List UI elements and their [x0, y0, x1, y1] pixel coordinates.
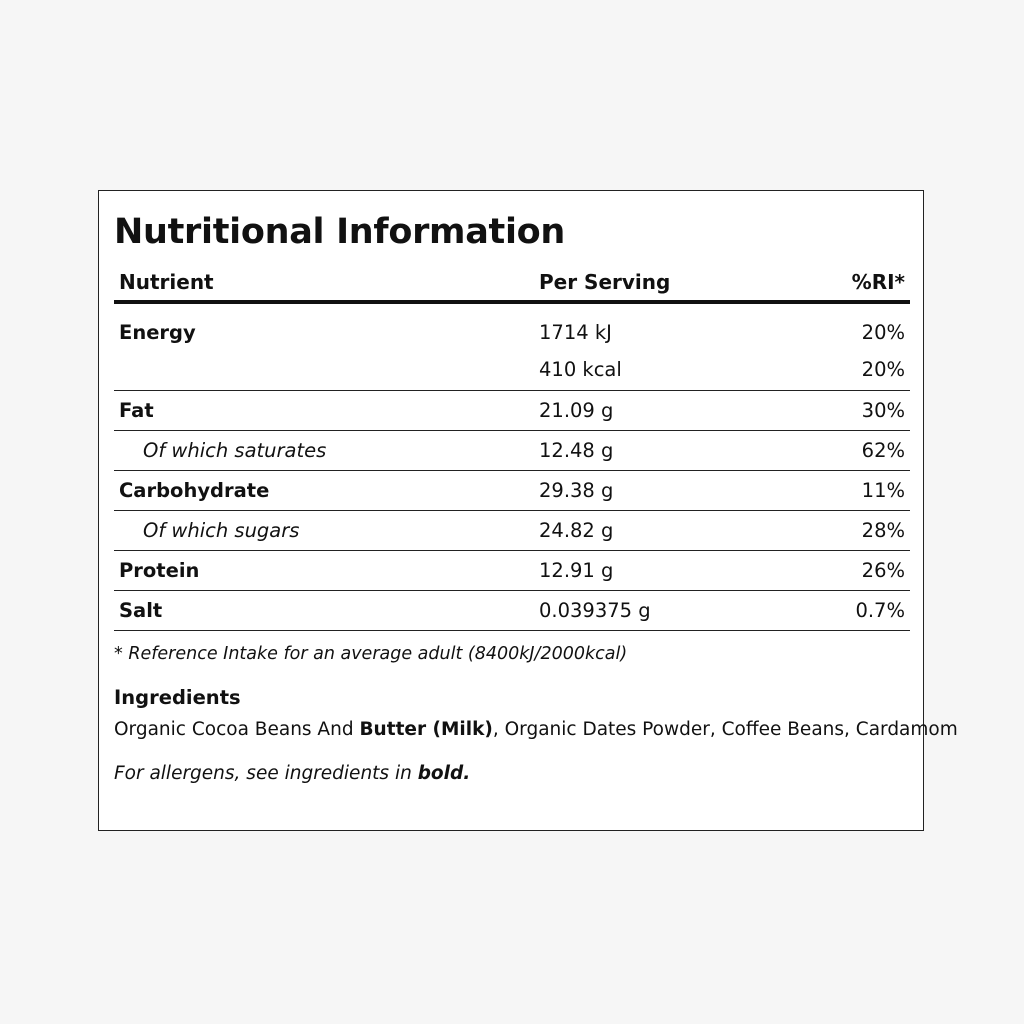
nutrient-cell: Of which saturates — [114, 430, 534, 470]
value-cell: 24.82 g — [534, 510, 784, 550]
reference-intake-footnote: * Reference Intake for an average adult (8400kJ/2000kcal) — [114, 643, 628, 664]
nutrient-cell: Energy — [119, 320, 196, 344]
value-cell: 12.48 g — [534, 430, 784, 470]
ri-cell: 30% — [784, 390, 910, 430]
table-row — [114, 550, 910, 590]
nutrient-cell: Salt — [114, 590, 534, 630]
table-row — [114, 590, 910, 630]
allergen-note-text: For allergens, see ingredients in — [114, 762, 418, 784]
table-row — [114, 430, 910, 470]
ri-cell: 20% — [784, 350, 910, 390]
ri-cell: 26% — [784, 550, 910, 590]
table-row — [114, 470, 910, 510]
ri-cell: 0.7% — [784, 590, 910, 630]
nutrient-cell: Of which sugars — [114, 510, 534, 550]
allergen-note — [114, 761, 908, 787]
value-cell: 0.039375 g — [534, 590, 784, 630]
table-row — [114, 390, 910, 430]
ingredients-list — [114, 717, 958, 743]
ri-cell: 62% — [784, 430, 910, 470]
allergen-ingredient: Butter (Milk) — [359, 718, 493, 740]
allergen-note-bold: bold. — [417, 762, 471, 784]
table-row — [114, 510, 910, 550]
table-row — [114, 350, 910, 390]
nutrient-cell: Fat — [114, 390, 534, 430]
header-nutrient: Nutrient — [114, 263, 534, 302]
header-per-serving: Per Serving — [534, 263, 784, 302]
nutrient-cell: Protein — [114, 550, 534, 590]
nutrient-cell: Carbohydrate — [114, 470, 534, 510]
value-cell: 29.38 g — [534, 470, 784, 510]
value-cell: 12.91 g — [534, 550, 784, 590]
header-ri: %RI* — [784, 263, 910, 302]
table-row — [114, 302, 910, 350]
value-cell: 410 kcal — [534, 350, 784, 390]
ingredients-text-part1: Organic Cocoa Beans And — [114, 718, 360, 740]
nutrition-panel — [98, 190, 958, 831]
ri-cell: 20% — [861, 320, 905, 344]
table-header-row — [114, 263, 910, 302]
ri-cell: 28% — [784, 510, 910, 550]
ri-cell: 11% — [784, 470, 910, 510]
nutrition-table — [114, 263, 910, 631]
nutrient-cell — [114, 350, 534, 390]
ingredients-text-part2: , Organic Dates Powder, Coffee Beans, Cardamom — [492, 718, 958, 740]
ingredients-heading: Ingredients — [114, 685, 241, 709]
value-cell: 21.09 g — [534, 390, 784, 430]
panel-title: Nutritional Information — [114, 212, 566, 252]
value-cell: 1714 kJ — [539, 320, 612, 344]
